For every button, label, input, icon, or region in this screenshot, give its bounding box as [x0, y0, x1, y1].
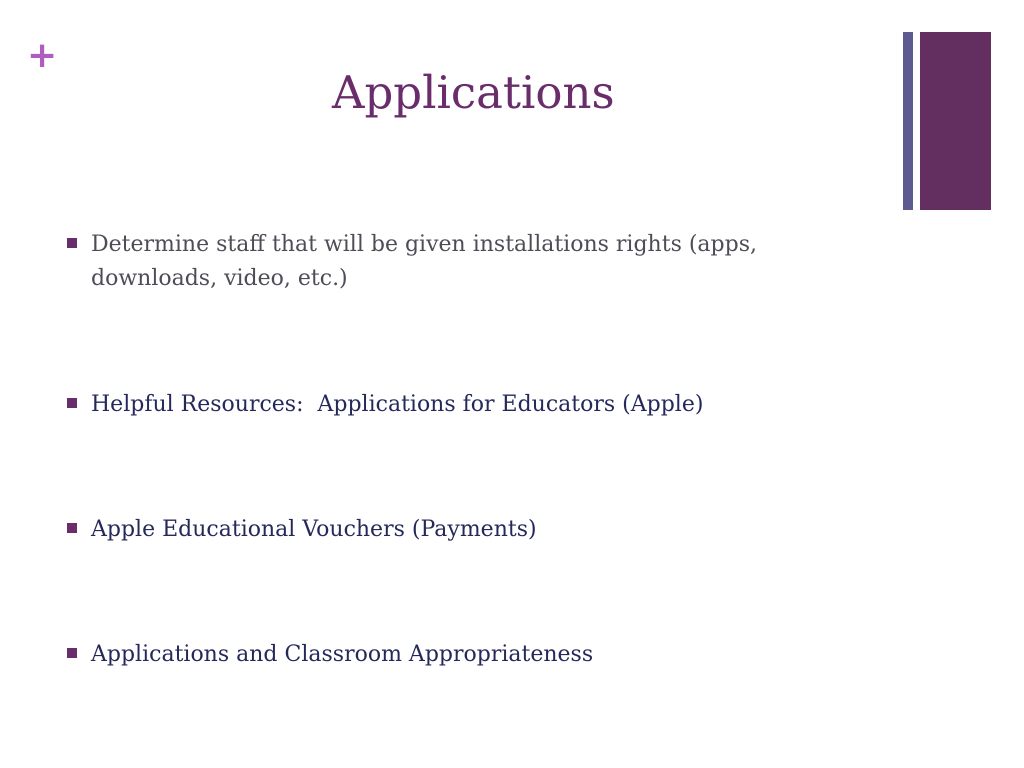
accent-bar-thin	[903, 32, 913, 210]
bullet-text: Determine staff that will be given installations rights (apps, downloads, video, etc.)	[91, 232, 764, 291]
square-bullet-icon	[67, 398, 77, 408]
bullet-item-educational-vouchers	[67, 513, 867, 547]
square-bullet-icon	[67, 648, 77, 658]
bullet-item-installation-rights	[67, 228, 867, 296]
bullet-text: Helpful Resources: Applications for Educators (Apple)	[91, 392, 704, 417]
accent-bar-thick	[920, 32, 991, 210]
bullet-item-classroom-appropriateness	[67, 638, 867, 672]
square-bullet-icon	[67, 238, 77, 248]
plus-icon: +	[27, 35, 58, 76]
bullet-text: Apple Educational Vouchers (Payments)	[91, 517, 537, 542]
slide-title: Applications	[332, 66, 615, 119]
bullet-item-helpful-resources	[67, 388, 867, 422]
bullet-text: Applications and Classroom Appropriateness	[91, 642, 594, 667]
square-bullet-icon	[67, 523, 77, 533]
